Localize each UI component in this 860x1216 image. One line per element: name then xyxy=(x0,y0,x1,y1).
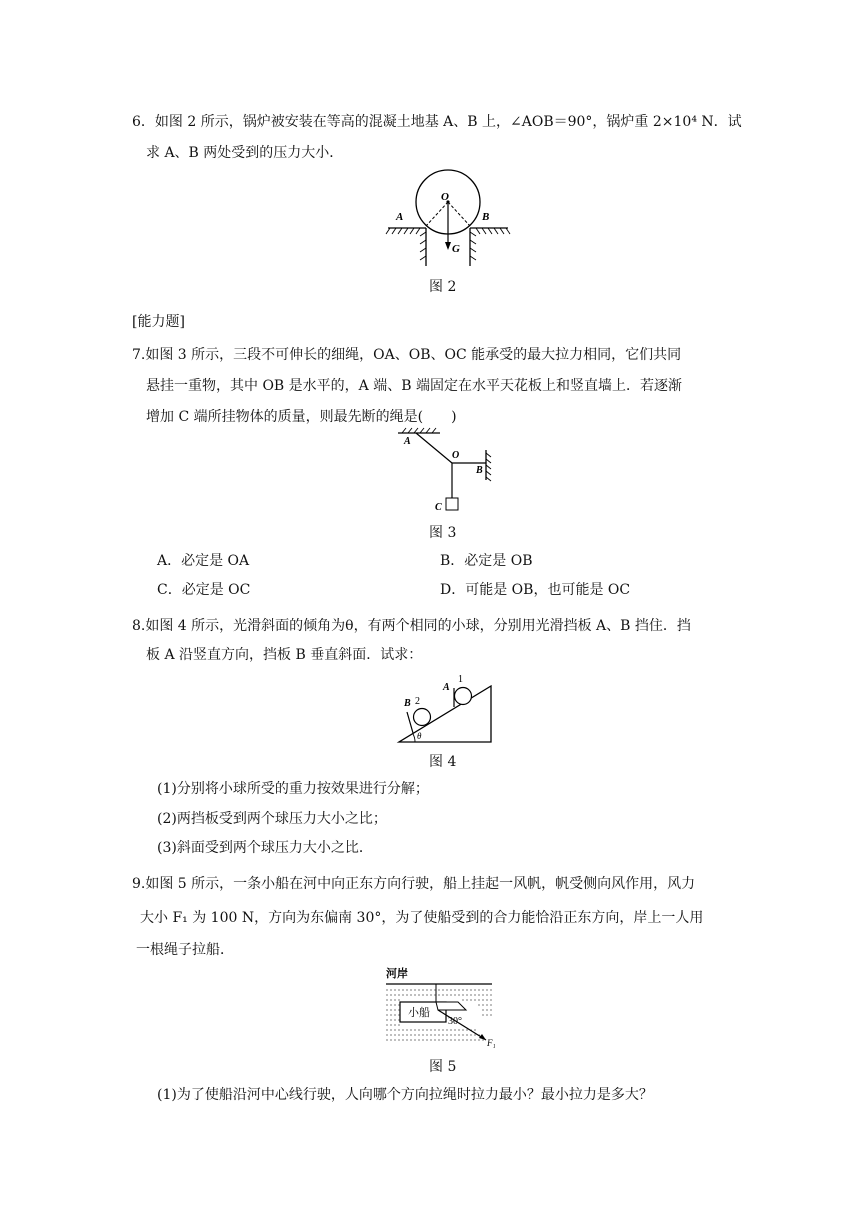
incline-triangle xyxy=(399,686,491,742)
fig4-label-1: 1 xyxy=(458,674,463,685)
fig5-label-boat: 小船 xyxy=(408,1007,430,1019)
section-heading: [能力题] xyxy=(132,314,185,330)
fig2-label-g: G xyxy=(452,243,460,255)
q9-sub-1: (1)为了使船沿河中心线行驶，人向哪个方向拉绳时拉力最小？最小拉力是多大？ xyxy=(157,1087,653,1103)
fig4-label-2: 2 xyxy=(415,696,420,707)
force-f1-arrow xyxy=(438,1010,486,1040)
figure-2-caption: 图 2 xyxy=(429,279,457,295)
fig3-label-c: C xyxy=(435,502,442,513)
q8-text-line-2: 板 A 沿竖直方向，挡板 B 垂直斜面．试求： xyxy=(146,647,423,663)
board-b xyxy=(407,712,413,733)
fig2-label-b: B xyxy=(482,211,490,223)
fig4-label-a: A xyxy=(443,682,450,693)
q9-text-line-2: 大小 F₁ 为 100 N，方向为东偏南 30°，为了使船受到的合力能恰沿正东方向，岸上一人用 xyxy=(140,910,704,926)
fig5-label-angle: 30° xyxy=(448,1016,462,1027)
figure-5-caption: 图 5 xyxy=(429,1059,457,1075)
q7-option-c: C．必定是 OC xyxy=(157,582,251,598)
fig2-label-a: A xyxy=(396,211,404,223)
figure-4-caption: 图 4 xyxy=(429,754,457,770)
figure-2-boiler xyxy=(380,170,520,270)
q7-text-line-1: 7.如图 3 所示，三段不可伸长的细绳，OA、OB、OC 能承受的最大拉力相同，它们共同 xyxy=(132,347,682,363)
figure-5-boat xyxy=(386,966,502,1048)
fig3-label-o: O xyxy=(452,450,460,461)
figure-3-caption: 图 3 xyxy=(429,525,457,541)
fig4-label-b: B xyxy=(404,698,411,709)
fig2-label-o: O xyxy=(441,191,449,203)
ball-2 xyxy=(414,709,431,726)
q7-option-a: A．必定是 OA xyxy=(157,553,250,569)
q8-sub-1: (1)分别将小球所受的重力按效果进行分解； xyxy=(157,781,429,797)
q6-text-line-1: 6．如图 2 所示，锅炉被安装在等高的混凝土地基 A、B 上，∠AOB＝90°，锅炉重 2×10⁴ N．试 xyxy=(132,114,742,130)
fig3-label-a: A xyxy=(404,436,411,447)
figure-3-ropes xyxy=(390,428,510,518)
fig4-label-theta: θ xyxy=(417,731,422,741)
q7-option-d: D．可能是 OB，也可能是 OC xyxy=(440,582,631,598)
q7-option-b: B．必定是 OB xyxy=(440,553,533,569)
fig3-label-b: B xyxy=(476,465,483,476)
ball-1 xyxy=(455,688,472,705)
q8-text-line-1: 8.如图 4 所示，光滑斜面的倾角为θ，有两个相同的小球，分别用光滑挡板 A、B 挡住．挡 xyxy=(132,618,691,634)
q8-sub-2: (2)两挡板受到两个球压力大小之比； xyxy=(157,811,387,827)
rope-oa xyxy=(416,433,452,463)
q7-text-line-2: 悬挂一重物，其中 OB 是水平的，A 端、B 端固定在水平天花板上和竖直墙上．若逐渐 xyxy=(146,378,682,394)
q9-text-line-1: 9.如图 5 所示，一条小船在河中向正东方向行驶，船上挂起一风帆，帆受侧向风作用，风力 xyxy=(132,876,696,892)
q7-text-line-3: 增加 C 端所挂物体的质量，则最先断的绳是( ) xyxy=(146,409,457,425)
q9-text-line-3: 一根绳子拉船． xyxy=(136,942,234,958)
q6-text-line-2: 求 A、B 两处受到的压力大小． xyxy=(146,145,344,161)
fig5-label-f1: F₁ xyxy=(487,1038,496,1048)
fig5-label-bank: 河岸 xyxy=(386,968,408,980)
figure-4-incline xyxy=(395,668,495,746)
q8-sub-3: (3)斜面受到两个球压力大小之比． xyxy=(157,840,373,856)
hanging-weight xyxy=(446,498,458,510)
